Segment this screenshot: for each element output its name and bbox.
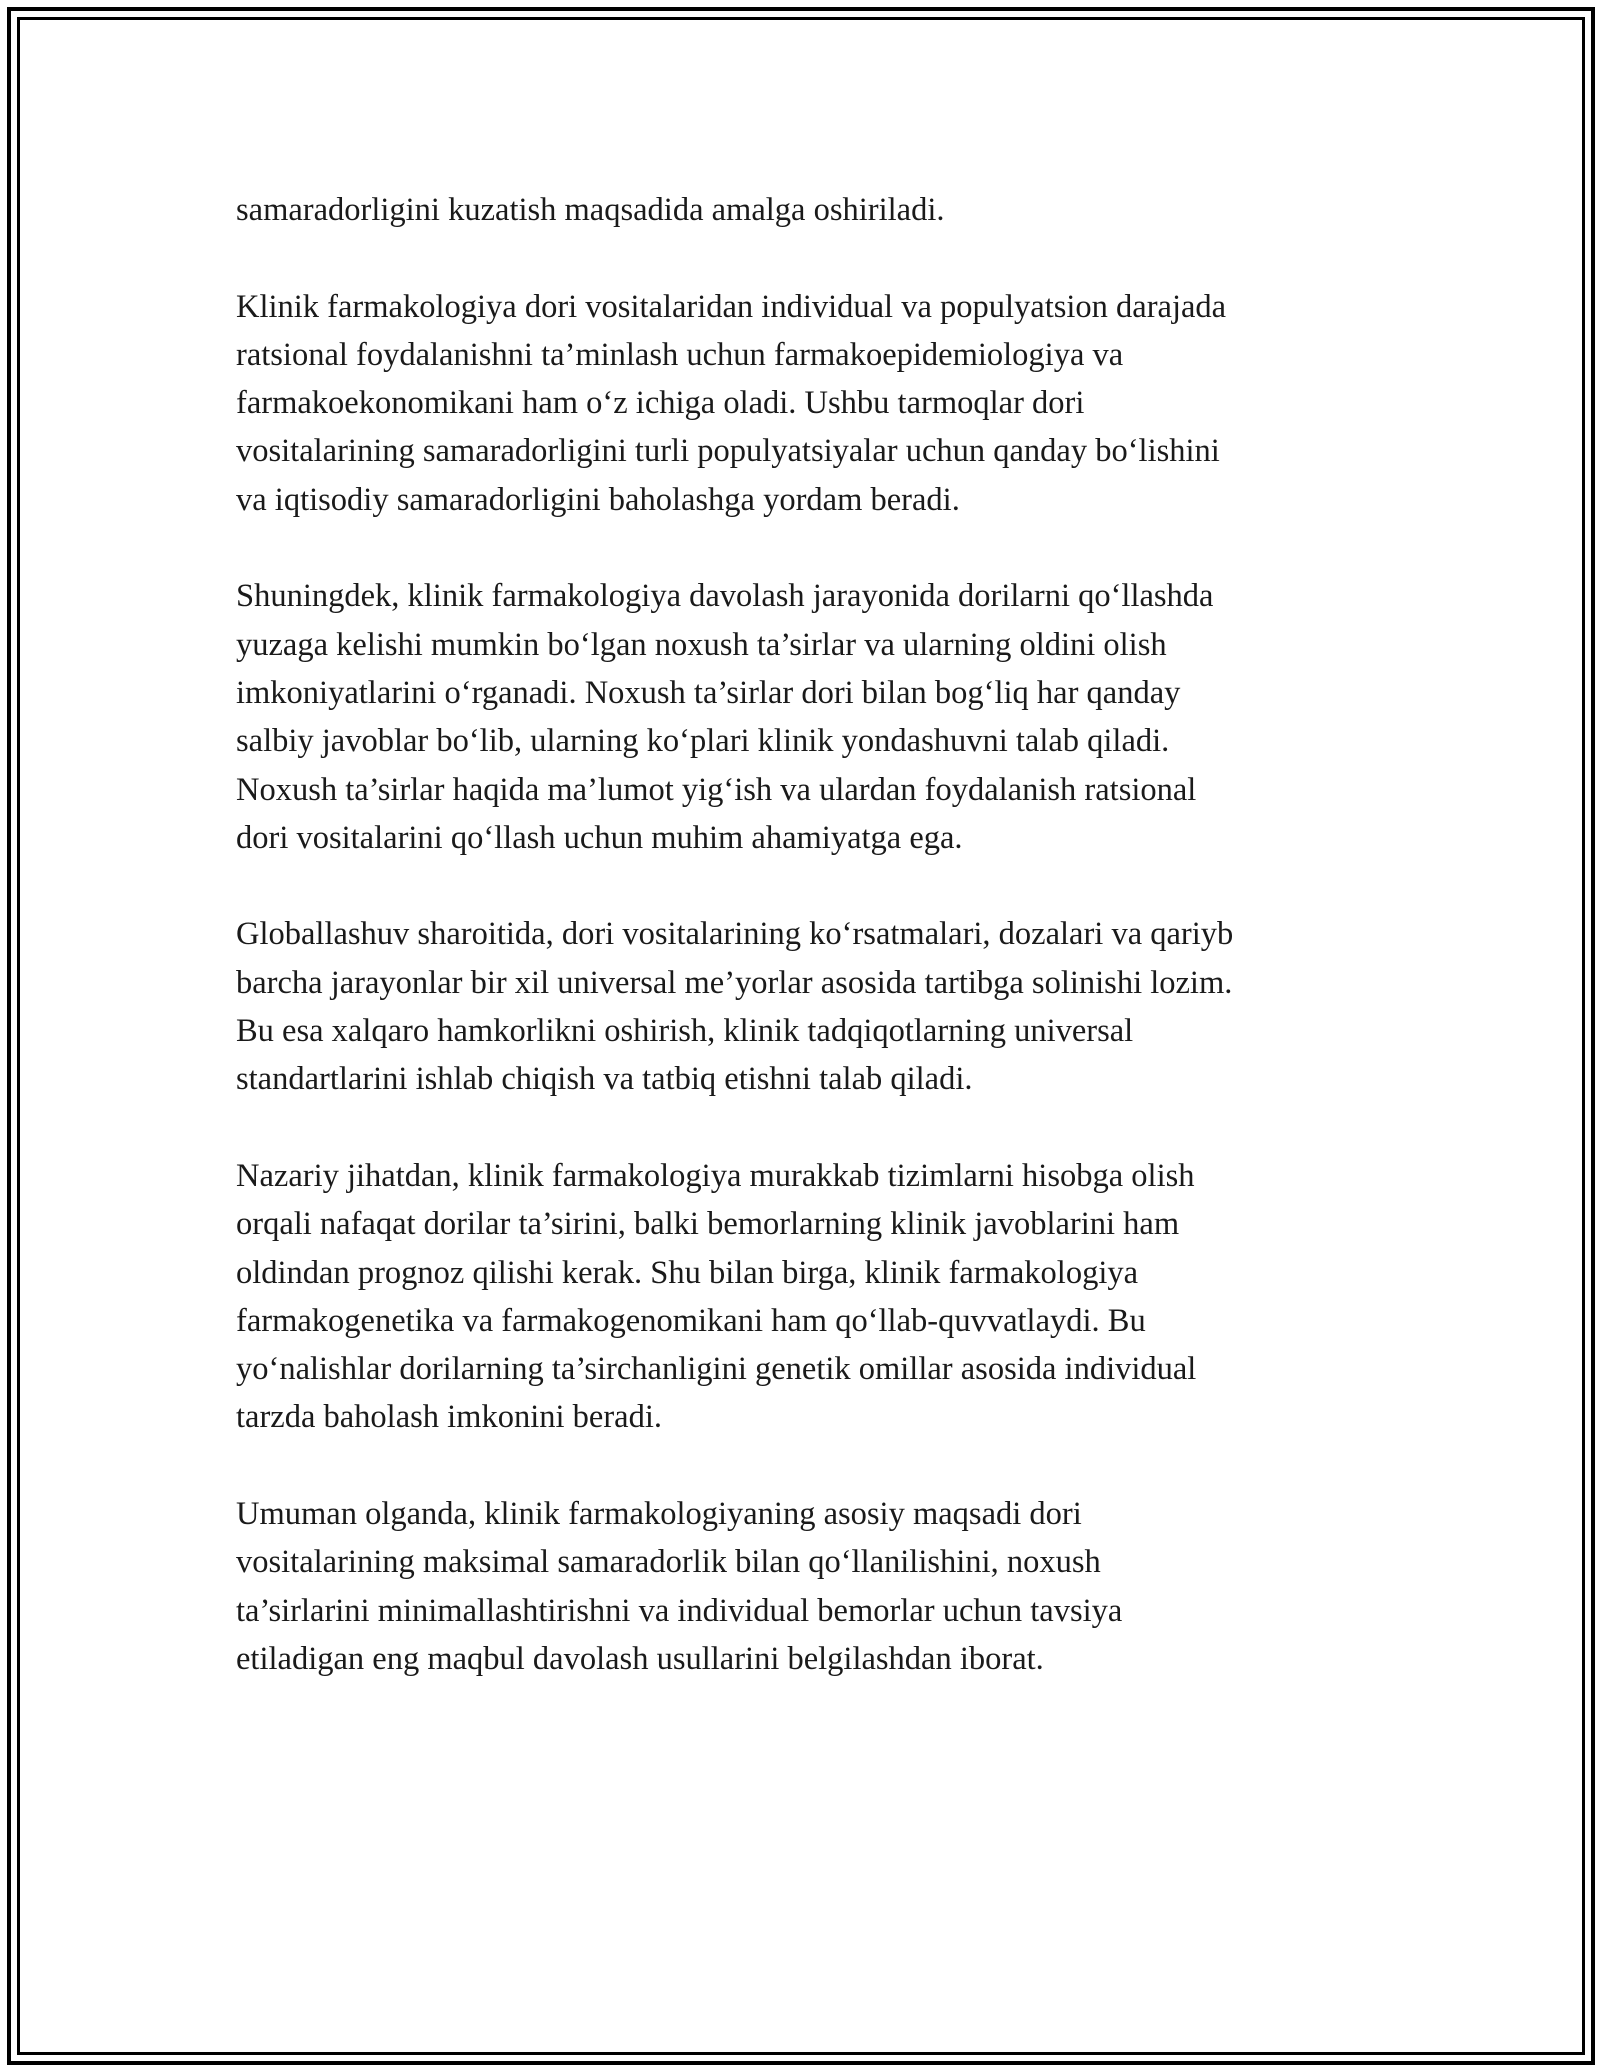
paragraph: [236, 572, 1376, 862]
text-line: etiladigan eng maqbul davolash usullarini belgilashdan iborat.: [236, 1640, 1044, 1677]
paragraph: [236, 1152, 1376, 1442]
text-line: Nazariy jihatdan, klinik farmakologiya murakkab tizimlarni hisobga olish: [236, 1157, 1195, 1194]
text-line: yo‘nalishlar dorilarning ta’sirchanligini genetik omillar asosida individual: [236, 1351, 1197, 1388]
text-line: yuzaga kelishi mumkin bo‘lgan noxush ta’sirlar va ularning oldini olish: [236, 626, 1167, 663]
paragraph: [236, 1490, 1376, 1683]
text-line: barcha jarayonlar bir xil universal me’yorlar asosida tartibga solinishi lozim.: [236, 964, 1233, 1001]
text-line: salbiy javoblar bo‘lib, ularning ko‘plari klinik yondashuvni talab qiladi.: [236, 723, 1170, 760]
text-line: standartlarini ishlab chiqish va tatbiq etishni talab qiladi.: [236, 1061, 973, 1098]
text-line: vositalarining maksimal samaradorlik bilan qo‘llanilishini, noxush: [236, 1544, 1101, 1581]
text-line: Shuningdek, klinik farmakologiya davolash jarayonida dorilarni qo‘llashda: [236, 578, 1214, 615]
paragraph: [236, 186, 1376, 234]
text-line: ratsional foydalanishni ta’minlash uchun farmakoepidemiologiya va: [236, 336, 1124, 373]
text-line: Noxush ta’sirlar haqida ma’lumot yig‘ish va ulardan foydalanish ratsional: [236, 771, 1197, 808]
text-line: Globallashuv sharoitida, dori vositalarining ko‘rsatmalari, dozalari va qariyb: [236, 916, 1234, 953]
text-line: farmakoekonomikani ham o‘z ichiga oladi. Ushbu tarmoqlar dori: [236, 385, 1085, 422]
text-line: Umuman olganda, klinik farmakologiyaning asosiy maqsadi dori: [236, 1496, 1082, 1533]
paragraph: [236, 283, 1376, 524]
paragraph: [236, 910, 1376, 1103]
text-line: imkoniyatlarini o‘rganadi. Noxush ta’sirlar dori bilan bog‘liq har qanday: [236, 674, 1181, 711]
text-line: dori vositalarini qo‘llash uchun muhim ahamiyatga ega.: [236, 819, 963, 856]
text-line: Bu esa xalqaro hamkorlikni oshirish, klinik tadqiqotlarning universal: [236, 1013, 1134, 1050]
text-line: tarzda baholash imkonini beradi.: [236, 1399, 662, 1436]
text-line: Klinik farmakologiya dori vositalaridan individual va populyatsion darajada: [236, 288, 1227, 325]
document-body: [236, 186, 1376, 1732]
text-line: oldindan prognoz qilishi kerak. Shu bilan birga, klinik farmakologiya: [236, 1254, 1139, 1291]
text-line: farmakogenetika va farmakogenomikani ham qo‘llab-quvvatlaydi. Bu: [236, 1302, 1146, 1339]
text-line: vositalarining samaradorligini turli populyatsiyalar uchun qanday bo‘lishini: [236, 433, 1220, 470]
text-line: ta’sirlarini minimallashtirishni va individual bemorlar uchun tavsiya: [236, 1592, 1123, 1629]
text-line: orqali nafaqat dorilar ta’sirini, balki bemorlarning klinik javoblarini ham: [236, 1206, 1180, 1243]
text-line: samaradorligini kuzatish maqsadida amalga oshiriladi.: [236, 192, 945, 228]
text-line: va iqtisodiy samaradorligini baholashga yordam beradi.: [236, 481, 960, 518]
